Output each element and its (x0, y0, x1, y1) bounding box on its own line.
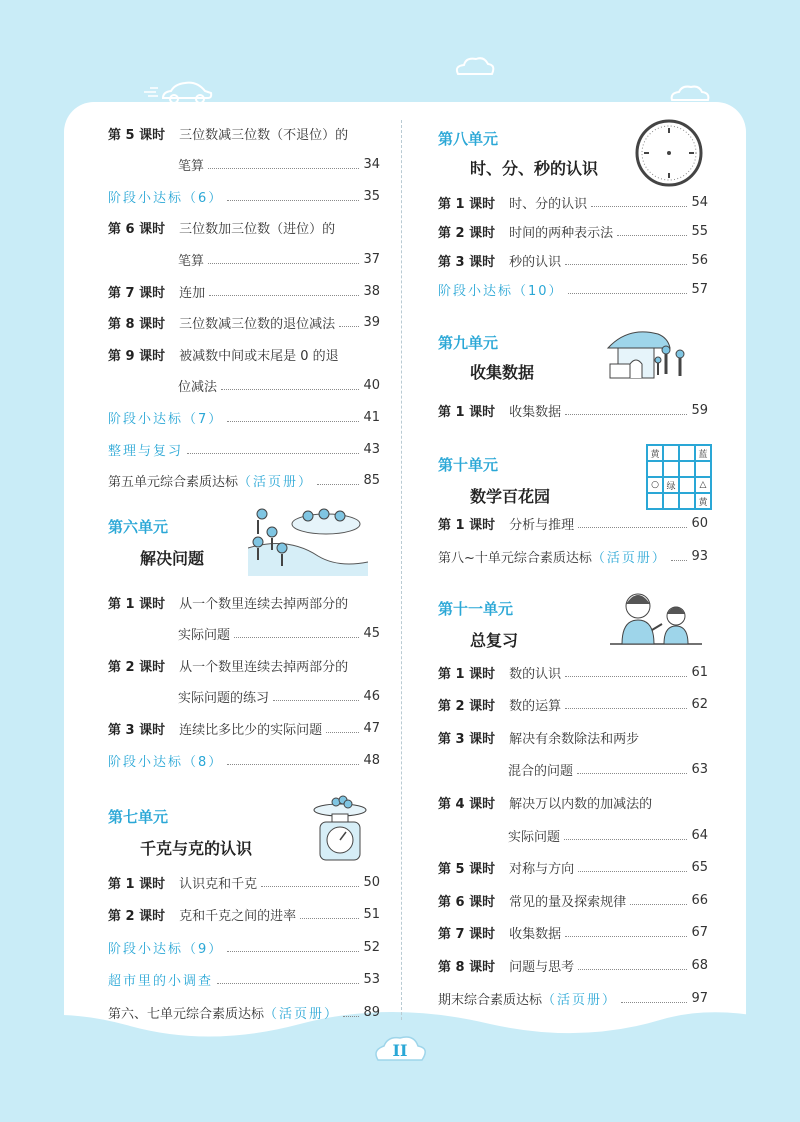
lesson-label: 第 8 课时 (108, 317, 166, 333)
page-ref: 41 (363, 409, 380, 425)
lesson-label: 第 2 课时 (438, 225, 496, 241)
page-ref: 67 (691, 925, 708, 941)
lesson-label: 第 3 课时 (438, 254, 496, 270)
unit-11-label: 第十一单元 (438, 600, 514, 618)
dot-leader (578, 969, 687, 970)
unit-8-title: 时、分、秒的认识 (470, 159, 599, 178)
unit-9-title: 收集数据 (470, 363, 535, 382)
toc-row[interactable] (108, 747, 380, 773)
toc-row[interactable] (108, 715, 380, 741)
lesson-title: 时间的两种表示法 (509, 225, 614, 241)
dot-leader (565, 708, 687, 709)
grid-cell (695, 461, 711, 477)
lesson-label: 第 3 课时 (108, 722, 166, 738)
grid-cell (679, 493, 695, 509)
lesson-title: 认识克和千克 (179, 876, 258, 892)
toc-row[interactable] (438, 920, 708, 946)
dot-leader (565, 414, 687, 415)
lesson-title: 实际问题 (178, 628, 231, 644)
page-ref: 57 (691, 281, 708, 297)
page-ref: 53 (363, 972, 380, 988)
cloud-icon (452, 56, 498, 80)
dot-leader (564, 839, 687, 840)
lesson-title: 克和千克之间的进率 (179, 909, 297, 925)
toc-row[interactable] (438, 985, 708, 1011)
toc-row[interactable] (438, 692, 708, 718)
page-ref: 48 (363, 752, 380, 768)
clock-illustration (634, 118, 704, 188)
lesson-title: 收集数据 (509, 404, 562, 420)
dot-leader (617, 235, 687, 236)
toc-row[interactable] (108, 246, 380, 272)
toc-row[interactable] (108, 373, 380, 399)
toc-row[interactable] (108, 404, 380, 430)
grid-cell (679, 477, 695, 493)
lesson-title: 位减法 (178, 380, 218, 396)
lesson-title: 秒的认识 (509, 254, 562, 270)
lesson-title: 问题与思考 (509, 959, 575, 975)
unit-7-title: 千克与克的认识 (140, 839, 253, 858)
lesson-title: 阶段小达标（10） (438, 283, 564, 299)
lesson-title: 连续比多比少的实际问题 (179, 722, 323, 738)
toc-row[interactable] (108, 183, 380, 209)
page-ref: 61 (691, 664, 708, 680)
lesson-title: 从一个数里连续去掉两部分的 (179, 659, 349, 675)
toc-row[interactable] (438, 659, 708, 685)
lesson-title: 阶段小达标（7） (108, 411, 224, 427)
lesson-label: 第 1 课时 (108, 876, 166, 892)
page-ref: 47 (363, 720, 380, 736)
grid-cell (663, 493, 679, 509)
lesson-title: 收集数据 (509, 927, 562, 943)
lesson-title: 笔算 (178, 159, 205, 175)
page-ref: 89 (363, 1004, 380, 1020)
page-ref: 63 (691, 762, 708, 778)
teacher-student-illustration (608, 586, 704, 650)
unit-10-label: 第十单元 (438, 456, 499, 474)
grid-cell: 蓝 (695, 445, 711, 461)
toc-row[interactable] (108, 902, 380, 928)
dot-leader (300, 918, 359, 919)
dot-leader (227, 764, 359, 765)
lesson-title: 三位数减三位数（不退位）的 (179, 127, 349, 143)
lesson-title: 从一个数里连续去掉两部分的 (179, 596, 349, 612)
lesson-label: 第 2 课时 (108, 909, 166, 925)
lesson-title: 三位数加三位数（进位）的 (179, 222, 336, 238)
toc-row[interactable] (108, 120, 380, 146)
survey-illustration (604, 324, 694, 386)
lesson-label: 第 5 课时 (438, 862, 496, 878)
lesson-title: 阶段小达标（9） (108, 941, 224, 957)
lesson-label: 第 1 课时 (438, 196, 496, 212)
lesson-label: 第 1 课时 (438, 517, 496, 533)
unit-6-title: 解决问题 (140, 549, 205, 568)
toc-row[interactable] (108, 152, 380, 178)
grid-cell (647, 493, 663, 509)
page-ref: 56 (691, 252, 708, 268)
lesson-label: 第 4 课时 (438, 796, 496, 812)
lesson-title: 对称与方向 (509, 862, 575, 878)
toc-row[interactable] (108, 869, 380, 895)
grid-cell: 绿 (663, 477, 679, 493)
toc-row[interactable] (108, 215, 380, 241)
dot-leader (621, 1002, 687, 1003)
dot-leader (591, 206, 687, 207)
toc-row[interactable] (438, 757, 708, 783)
lesson-title: 整理与复习 (108, 443, 184, 459)
lesson-title: 连加 (179, 285, 206, 301)
dot-leader (273, 700, 359, 701)
toc-row[interactable] (108, 436, 380, 462)
page-number (372, 1036, 428, 1064)
lesson-title: 实际问题 (508, 829, 561, 845)
page-ref: 35 (363, 188, 380, 204)
dot-leader (326, 732, 359, 733)
lesson-label: 第 2 课时 (108, 659, 166, 675)
page-ref: 45 (363, 626, 380, 642)
grid-cell: ○ (647, 477, 663, 493)
toc-row[interactable] (438, 789, 708, 815)
page-ref: 62 (691, 697, 708, 713)
page-ref: 93 (691, 548, 708, 564)
unit-7-label: 第七单元 (108, 808, 169, 826)
toc-row[interactable] (108, 310, 380, 336)
lesson-title: 超市里的小调查 (108, 974, 214, 990)
grid-cell (663, 445, 679, 461)
page-ref: 37 (363, 251, 380, 267)
page-ref: 51 (363, 907, 380, 923)
toc-row[interactable] (108, 999, 380, 1025)
toc-row[interactable] (438, 218, 708, 244)
lesson-title: 实际问题的练习 (178, 691, 270, 707)
toc-row[interactable] (438, 855, 708, 881)
dot-leader (261, 886, 359, 887)
dot-leader (671, 560, 688, 561)
toc-row[interactable] (438, 276, 708, 302)
dot-leader (208, 263, 359, 264)
boat-river-illustration (248, 502, 368, 576)
unit-9-label: 第九单元 (438, 334, 499, 352)
grid-cell: 黄 (647, 445, 663, 461)
lesson-title: 阶段小达标（8） (108, 754, 224, 770)
lesson-title: 数的认识 (509, 666, 562, 682)
lesson-label: 第 3 课时 (438, 731, 496, 747)
workbook-tag: （活页册） (238, 475, 314, 491)
page-ref: 65 (691, 860, 708, 876)
page-ref: 59 (691, 402, 708, 418)
lesson-label: 第 9 课时 (108, 348, 166, 364)
toc-row[interactable] (438, 543, 708, 569)
toc-row[interactable] (108, 652, 380, 678)
toc-row[interactable] (438, 887, 708, 913)
dot-leader (317, 484, 359, 485)
toc-row[interactable] (108, 684, 380, 710)
toc-row[interactable] (438, 510, 708, 536)
grid-cell: △ (695, 477, 711, 493)
dot-leader (578, 527, 687, 528)
lesson-title: 混合的问题 (508, 764, 574, 780)
page-ref: 50 (363, 874, 380, 890)
page-number-text: II (392, 1040, 408, 1060)
grid-cell (647, 461, 663, 477)
dot-leader (578, 871, 687, 872)
unit-10-title: 数学百花园 (470, 487, 551, 506)
dot-leader (234, 637, 359, 638)
dot-leader (187, 453, 359, 454)
lesson-title: 数的运算 (509, 699, 562, 715)
lesson-label: 第 1 课时 (438, 666, 496, 682)
lesson-label: 第 6 课时 (108, 222, 166, 238)
dot-leader (565, 676, 687, 677)
toc-row[interactable] (438, 952, 708, 978)
lesson-title: 笔算 (178, 253, 205, 269)
grid-cell (679, 461, 695, 477)
page-ref: 40 (363, 378, 380, 394)
grid-cell (663, 461, 679, 477)
workbook-tag: （活页册） (542, 992, 618, 1008)
page-ref: 46 (363, 689, 380, 705)
toc-row[interactable] (438, 397, 708, 423)
lesson-title: 分析与推理 (509, 517, 575, 533)
lesson-label: 第 7 课时 (108, 285, 166, 301)
page-ref: 43 (363, 441, 380, 457)
page-ref: 55 (691, 223, 708, 239)
column-divider (401, 120, 402, 1020)
lesson-title: 常见的量及探索规律 (509, 894, 627, 910)
page-ref: 52 (363, 939, 380, 955)
dot-leader (209, 295, 359, 296)
toc-row[interactable] (438, 724, 708, 750)
workbook-tag: （活页册） (591, 550, 667, 566)
lesson-label: 第 1 课时 (108, 596, 166, 612)
dot-leader (343, 1016, 359, 1017)
toc-row[interactable] (438, 189, 708, 215)
toc-row[interactable] (108, 341, 380, 367)
toc-row[interactable] (438, 247, 708, 273)
dot-leader (565, 264, 687, 265)
unit-11-title: 总复习 (470, 631, 519, 650)
lesson-label: 第 7 课时 (438, 927, 496, 943)
page-ref: 64 (691, 827, 708, 843)
dot-leader (577, 773, 687, 774)
page-ref: 97 (691, 990, 708, 1006)
page-ref: 68 (691, 957, 708, 973)
dot-leader (227, 951, 359, 952)
toc-row[interactable] (108, 967, 380, 993)
lesson-title: 第八~十单元综合素质达标 (438, 550, 592, 566)
toc-row[interactable] (108, 621, 380, 647)
toc-row[interactable] (108, 468, 380, 494)
lesson-title: 第六、七单元综合素质达标 (108, 1006, 265, 1022)
lesson-title: 被减数中间或末尾是 0 的退 (179, 348, 339, 364)
dot-leader (208, 168, 359, 169)
page-ref: 60 (691, 515, 708, 531)
dot-leader (565, 936, 687, 937)
page-ref: 66 (691, 892, 708, 908)
lesson-title: 解决万以内数的加减法的 (509, 796, 653, 812)
lesson-label: 第 2 课时 (438, 699, 496, 715)
dot-leader (568, 293, 688, 294)
lesson-title: 三位数减三位数的退位减法 (179, 317, 336, 333)
page-ref: 54 (691, 194, 708, 210)
lesson-label: 第 1 课时 (438, 404, 496, 420)
toc-row[interactable] (108, 934, 380, 960)
lesson-title: 阶段小达标（6） (108, 190, 224, 206)
workbook-tag: （活页册） (264, 1006, 340, 1022)
dot-leader (630, 904, 687, 905)
page-ref: 38 (363, 283, 380, 299)
lesson-title: 时、分的认识 (509, 196, 588, 212)
dot-leader (339, 326, 359, 327)
lesson-title: 解决有余数除法和两步 (509, 731, 640, 747)
dot-leader (227, 421, 359, 422)
toc-row[interactable] (108, 589, 380, 615)
dot-leader (221, 389, 359, 390)
lesson-title: 期末综合素质达标 (438, 992, 543, 1008)
toc-row[interactable] (438, 822, 708, 848)
toc-row[interactable] (108, 278, 380, 304)
grid-cell (679, 445, 695, 461)
logic-grid (646, 444, 712, 510)
lesson-label: 第 5 课时 (108, 127, 166, 143)
unit-8-label: 第八单元 (438, 130, 499, 148)
page-ref: 39 (363, 315, 380, 331)
page-ref: 85 (363, 473, 380, 489)
lesson-label: 第 8 课时 (438, 959, 496, 975)
dot-leader (227, 200, 359, 201)
dot-leader (217, 983, 359, 984)
scale-illustration (310, 792, 370, 864)
unit-6-label: 第六单元 (108, 518, 169, 536)
grid-cell: 黄 (695, 493, 711, 509)
lesson-label: 第 6 课时 (438, 894, 496, 910)
page-ref: 34 (363, 157, 380, 173)
lesson-title: 第五单元综合素质达标 (108, 475, 239, 491)
